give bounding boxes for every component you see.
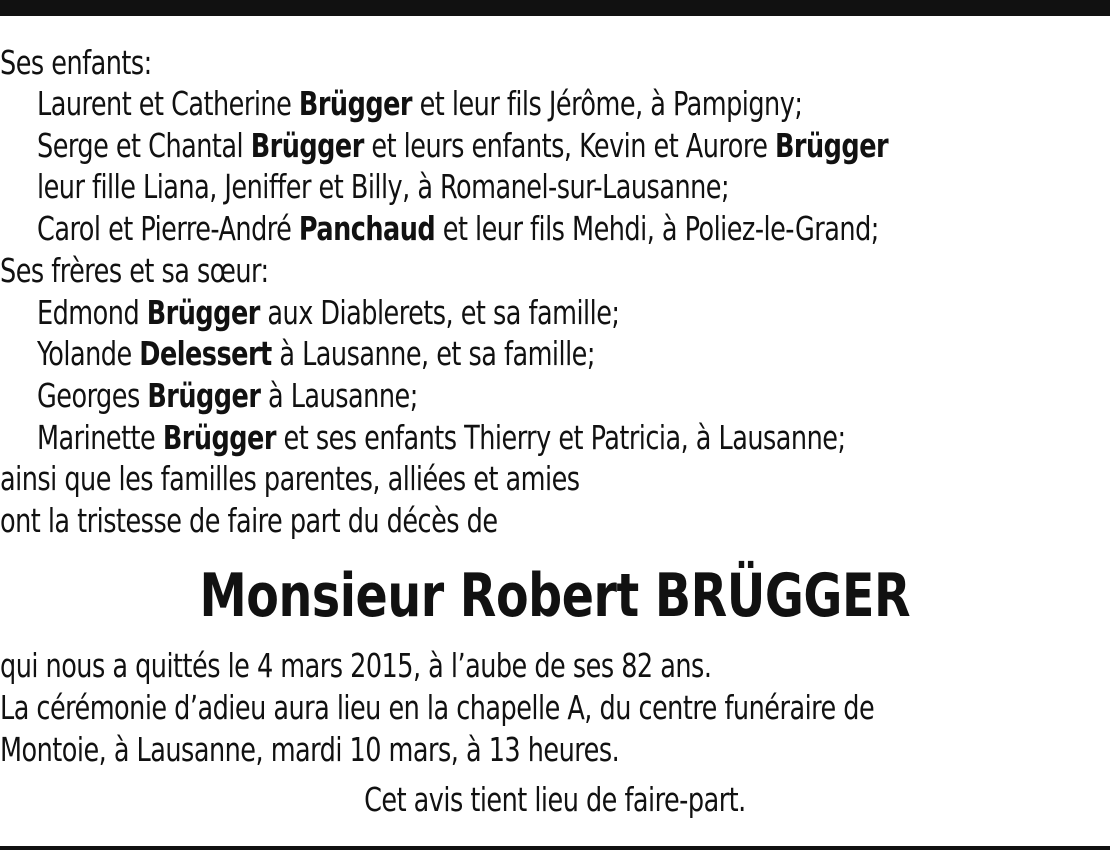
bottom-rule xyxy=(0,846,1110,850)
text-segment: et ses enfants Thierry et Patricia, à Lausanne; xyxy=(275,418,846,457)
text-segment: et leurs enfants, Kevin et Aurore xyxy=(363,126,775,165)
text-segment: Edmond xyxy=(37,293,147,332)
detail-line-3: Montoie, à Lausanne, mardi 10 mars, à 13 heures. xyxy=(0,730,620,769)
detail-line-2: La cérémonie d’adieu aura lieu en la chapelle A, du centre funéraire de xyxy=(0,688,875,727)
familles-line: ainsi que les familles parentes, alliées et amies xyxy=(0,459,580,498)
family-name: Brügger xyxy=(147,376,261,415)
text-segment: aux Diablerets, et sa famille; xyxy=(259,293,620,332)
deceased-name xyxy=(0,560,1110,632)
enfant-line-1 xyxy=(37,83,802,125)
enfant-line-3 xyxy=(37,166,729,208)
family-name: Brügger xyxy=(162,418,276,457)
text-segment: et leur fils Mehdi, à Poliez-le-Grand; xyxy=(435,209,879,248)
text-segment: à Lausanne; xyxy=(260,376,418,415)
frere-line-4 xyxy=(37,417,846,459)
tristesse-line: ont la tristesse de faire part du décès de xyxy=(0,501,498,540)
enfant-line-4 xyxy=(37,208,879,250)
frere-line-1 xyxy=(37,292,620,334)
text-segment: Yolande xyxy=(37,334,140,373)
closing-text: Cet avis tient lieu de faire-part. xyxy=(364,780,746,819)
frere-line-2 xyxy=(37,333,595,375)
enfants-heading: Ses enfants: xyxy=(0,43,152,82)
family-name: Brügger xyxy=(250,126,364,165)
closing-line xyxy=(0,779,1110,821)
text-segment: à Lausanne, et sa famille; xyxy=(271,334,595,373)
family-name: Brügger xyxy=(146,293,260,332)
family-name: Brügger xyxy=(774,126,889,165)
text-segment: leur fille Liana, Jeniffer et Billy, à Romanel-sur-Lausanne; xyxy=(37,167,730,206)
text-segment: Laurent et Catherine xyxy=(37,84,299,123)
deceased-name-text: Monsieur Robert BRÜGGER xyxy=(199,561,911,631)
top-rule xyxy=(0,0,1110,16)
detail-line-1: qui nous a quittés le 4 mars 2015, à l’aube de ses 82 ans. xyxy=(0,646,712,685)
text-segment: et leur fils Jérôme, à Pampigny; xyxy=(412,84,803,123)
freres-heading: Ses frères et sa sœur: xyxy=(0,251,269,290)
family-name: Delessert xyxy=(139,334,272,373)
text-segment: Georges xyxy=(37,376,148,415)
family-name: Panchaud xyxy=(298,209,436,248)
text-segment: Carol et Pierre-André xyxy=(37,209,299,248)
text-segment: Serge et Chantal xyxy=(37,126,251,165)
enfant-line-2 xyxy=(37,125,888,167)
frere-line-3 xyxy=(37,375,418,417)
text-segment: Marinette xyxy=(37,418,163,457)
family-name: Brügger xyxy=(298,84,413,123)
